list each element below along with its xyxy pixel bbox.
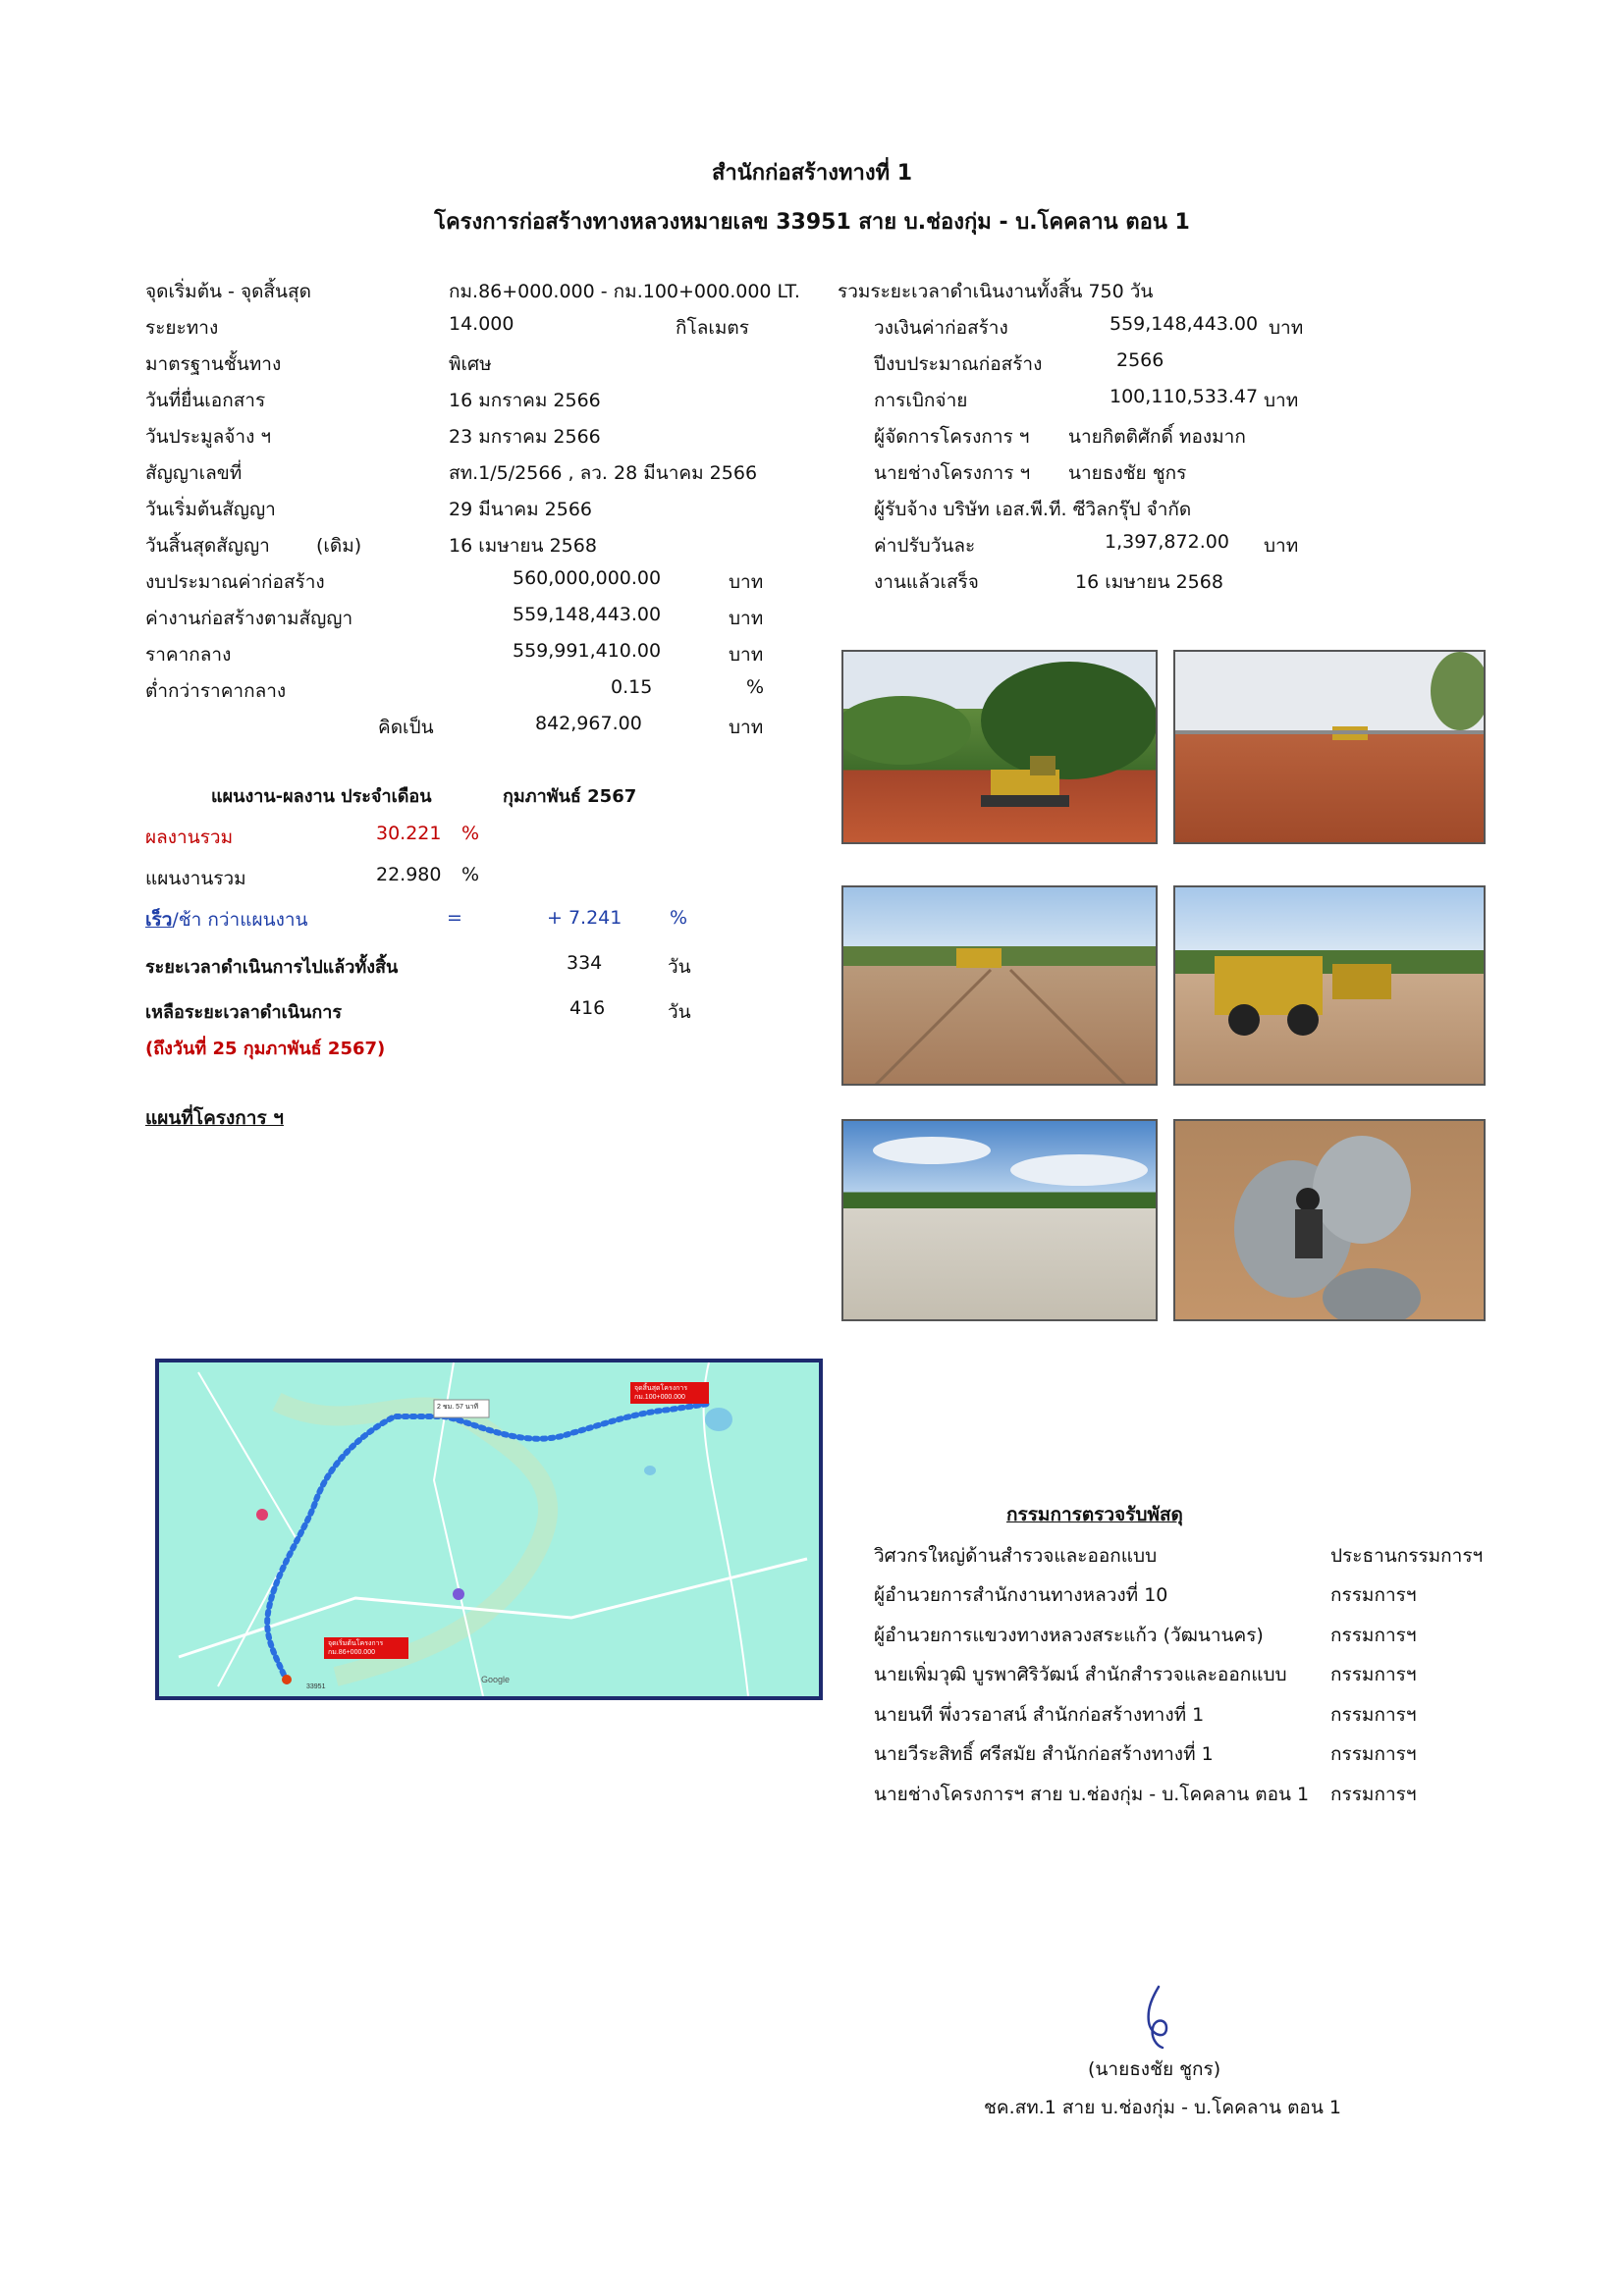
diff-unit: % bbox=[670, 907, 688, 929]
map-start-label: จุดเริ่มต้นโครงการ bbox=[328, 1640, 384, 1647]
committee-member-role: กรรมการฯ bbox=[1330, 1584, 1417, 1606]
signature-mark bbox=[1137, 1983, 1176, 2052]
total-duration: รวมระยะเวลาดำเนินงานทั้งสิ้น 750 วัน bbox=[838, 281, 1154, 302]
money-label-equivalent: คิดเป็น bbox=[378, 717, 434, 738]
map-end-label: จุดสิ้นสุดโครงการ bbox=[634, 1385, 688, 1392]
plan-unit: % bbox=[461, 864, 480, 885]
money-value-budget: 560,000,000.00 bbox=[513, 567, 662, 589]
diff-equals: = bbox=[447, 907, 462, 929]
info-value-start-end: กม.86+000.000 - กม.100+000.000 LT. bbox=[449, 281, 800, 302]
money-unit-below-median: % bbox=[746, 676, 765, 698]
manager-label: ผู้จัดการโครงการ ฯ bbox=[874, 426, 1030, 448]
elapsed-value: 334 bbox=[567, 952, 603, 974]
money-unit-budget: บาท bbox=[729, 571, 764, 593]
diff-value: + 7.241 bbox=[547, 907, 623, 929]
committee-heading: กรรมการตรวจรับพัสดุ bbox=[1006, 1504, 1183, 1525]
site-photo-graders-closeup bbox=[1173, 885, 1486, 1086]
info-value-contract-start: 29 มีนาคม 2566 bbox=[449, 499, 593, 520]
money-unit-median: บาท bbox=[729, 644, 764, 666]
money-label-contract: ค่างานก่อสร้างตามสัญญา bbox=[145, 608, 353, 629]
committee-member-name: นายเพิ่มวุฒิ บูรพาศิริวัฒน์ สำนักสำรวจและออกแบบ bbox=[874, 1664, 1287, 1685]
info-value-submit-date: 16 มกราคม 2566 bbox=[449, 390, 601, 411]
info-label-submit-date: วันที่ยื่นเอกสาร bbox=[145, 390, 266, 411]
info-value-distance: 14.000 bbox=[449, 313, 514, 335]
actual-label: ผลงานรวม bbox=[145, 827, 234, 848]
remain-value: 416 bbox=[569, 997, 606, 1019]
site-photo-finished-road bbox=[841, 1119, 1158, 1321]
right-value-budget: 559,148,443.00 bbox=[1110, 313, 1259, 335]
diff-rest: /ช้า กว่าแผนงาน bbox=[172, 909, 308, 931]
info-label-contract-start: วันเริ่มต้นสัญญา bbox=[145, 499, 276, 520]
committee-member-name: นายช่างโครงการฯ สาย บ.ช่องกุ่ม - บ.โคคลาน ตอน 1 bbox=[874, 1784, 1310, 1805]
right-label-disbursement: การเบิกจ่าย bbox=[874, 390, 968, 411]
info-value-auction-date: 23 มกราคม 2566 bbox=[449, 426, 601, 448]
money-label-budget: งบประมาณค่าก่อสร้าง bbox=[145, 571, 325, 593]
map-start-km: กม.86+000.000 bbox=[328, 1649, 375, 1656]
site-photo-clearing bbox=[841, 650, 1158, 844]
info-label-contract-no: สัญญาเลขที่ bbox=[145, 462, 243, 484]
signer-name: (นายธงชัย ชูกร) bbox=[1088, 2058, 1221, 2080]
map-heading: แผนที่โครงการ ฯ bbox=[145, 1107, 284, 1129]
map-time-chip: 2 ชม. 57 นาที bbox=[437, 1404, 479, 1411]
progress-heading: แผนงาน-ผลงาน ประจำเดือน bbox=[211, 786, 432, 807]
committee-member-name: ผู้อำนวยการสำนักงานทางหลวงที่ 10 bbox=[874, 1584, 1168, 1606]
signer-position: ชค.สท.1 สาย บ.ช่องกุ่ม - บ.โคคลาน ตอน 1 bbox=[984, 2097, 1341, 2118]
manager-value: นายกิตติศักดิ์ ทองมาก bbox=[1068, 426, 1246, 448]
info-value-contract-no: สท.1/5/2566 , ลว. 28 มีนาคม 2566 bbox=[449, 462, 758, 484]
info-label-auction-date: วันประมูลจ้าง ฯ bbox=[145, 426, 272, 448]
money-value-contract: 559,148,443.00 bbox=[513, 604, 662, 625]
site-photo-grader-red-soil bbox=[1173, 650, 1486, 844]
committee-member-role: ประธานกรรมการฯ bbox=[1330, 1545, 1484, 1567]
committee-member-name: วิศวกรใหญ่ด้านสำรวจและออกแบบ bbox=[874, 1545, 1158, 1567]
committee-member-name: ผู้อำนวยการแขวงทางหลวงสระแก้ว (วัฒนานคร) bbox=[874, 1625, 1264, 1646]
actual-unit: % bbox=[461, 823, 480, 844]
penalty-value: 1,397,872.00 bbox=[1105, 531, 1229, 553]
right-label-budget: วงเงินค่าก่อสร้าง bbox=[874, 317, 1008, 339]
info-unit-distance: กิโลเมตร bbox=[676, 317, 749, 339]
money-label-median: ราคากลาง bbox=[145, 644, 232, 666]
committee-member-role: กรรมการฯ bbox=[1330, 1625, 1417, 1646]
committee-member-role: กรรมการฯ bbox=[1330, 1784, 1417, 1805]
project-title: โครงการก่อสร้างทางหลวงหมายเลข 33951 สาย บ.ช่องกุ่ม - บ.โคคลาน ตอน 1 bbox=[434, 210, 1190, 235]
money-unit-contract: บาท bbox=[729, 608, 764, 629]
actual-value: 30.221 bbox=[376, 823, 442, 844]
progress-month: กุมภาพันธ์ 2567 bbox=[503, 786, 637, 807]
committee-member-role: กรรมการฯ bbox=[1330, 1743, 1417, 1765]
penalty-unit: บาท bbox=[1264, 535, 1299, 557]
info-value-standard: พิเศษ bbox=[449, 353, 492, 375]
site-photo-grader-road bbox=[841, 885, 1158, 1086]
plan-value: 22.980 bbox=[376, 864, 442, 885]
plan-label: แผนงานรวม bbox=[145, 868, 246, 889]
site-photo-culvert-pipes bbox=[1173, 1119, 1486, 1321]
map-start-callout bbox=[328, 1639, 383, 1657]
info-note-contract-end: (เดิม) bbox=[316, 535, 362, 557]
info-label-distance: ระยะทาง bbox=[145, 317, 219, 339]
money-value-median: 559,991,410.00 bbox=[513, 640, 662, 662]
info-label-start-end: จุดเริ่มต้น - จุดสิ้นสุด bbox=[145, 281, 311, 302]
map-end-km: กม.100+000.000 bbox=[634, 1394, 685, 1401]
map-canvas bbox=[159, 1362, 819, 1696]
elapsed-label: ระยะเวลาดำเนินการไปแล้วทั้งสิ้น bbox=[145, 957, 399, 978]
remain-unit: วัน bbox=[668, 1001, 691, 1023]
right-unit-budget: บาท bbox=[1269, 317, 1304, 339]
completion-label: งานแล้วเสร็จ bbox=[874, 571, 979, 593]
elapsed-unit: วัน bbox=[668, 956, 691, 978]
project-map bbox=[155, 1359, 823, 1700]
engineer-value: นายธงชัย ชูกร bbox=[1068, 462, 1187, 484]
info-label-contract-end: วันสิ้นสุดสัญญา bbox=[145, 535, 270, 557]
money-unit-equivalent: บาท bbox=[729, 717, 764, 738]
money-value-below-median: 0.15 bbox=[611, 676, 653, 698]
right-value-disbursement: 100,110,533.47 bbox=[1110, 386, 1259, 407]
right-value-fiscal-year: 2566 bbox=[1116, 349, 1164, 371]
contractor: ผู้รับจ้าง บริษัท เอส.พี.ที. ซีวิลกรุ๊ป จำกัด bbox=[874, 499, 1192, 520]
diff-label bbox=[145, 905, 308, 934]
map-route-number: 33951 bbox=[306, 1683, 326, 1690]
engineer-label: นายช่างโครงการ ฯ bbox=[874, 462, 1031, 484]
money-value-equivalent: 842,967.00 bbox=[535, 713, 642, 734]
map-end-callout bbox=[634, 1384, 687, 1402]
committee-member-role: กรรมการฯ bbox=[1330, 1704, 1417, 1726]
remain-label: เหลือระยะเวลาดำเนินการ bbox=[145, 1002, 343, 1023]
office-title: สำนักก่อสร้างทางที่ 1 bbox=[711, 161, 913, 186]
committee-member-role: กรรมการฯ bbox=[1330, 1664, 1417, 1685]
map-brand-logo: Google bbox=[481, 1675, 511, 1684]
committee-member-name: นายวีระสิทธิ์ ศรีสมัย สำนักก่อสร้างทางที่ 1 bbox=[874, 1743, 1214, 1765]
right-unit-disbursement: บาท bbox=[1264, 390, 1299, 411]
as-of-date: (ถึงวันที่ 25 กุมภาพันธ์ 2567) bbox=[145, 1039, 386, 1059]
diff-fast-word: เร็ว bbox=[145, 909, 173, 931]
right-label-fiscal-year: ปีงบประมาณก่อสร้าง bbox=[874, 353, 1043, 375]
info-label-standard: มาตรฐานชั้นทาง bbox=[145, 353, 282, 375]
info-value-contract-end: 16 เมษายน 2568 bbox=[449, 535, 597, 557]
committee-member-name: นายนที พึ่งวรอาสน์ สำนักก่อสร้างทางที่ 1 bbox=[874, 1704, 1205, 1726]
penalty-label: ค่าปรับวันละ bbox=[874, 535, 976, 557]
completion-value: 16 เมษายน 2568 bbox=[1075, 571, 1223, 593]
money-label-below-median: ต่ำกว่าราคากลาง bbox=[145, 680, 287, 702]
